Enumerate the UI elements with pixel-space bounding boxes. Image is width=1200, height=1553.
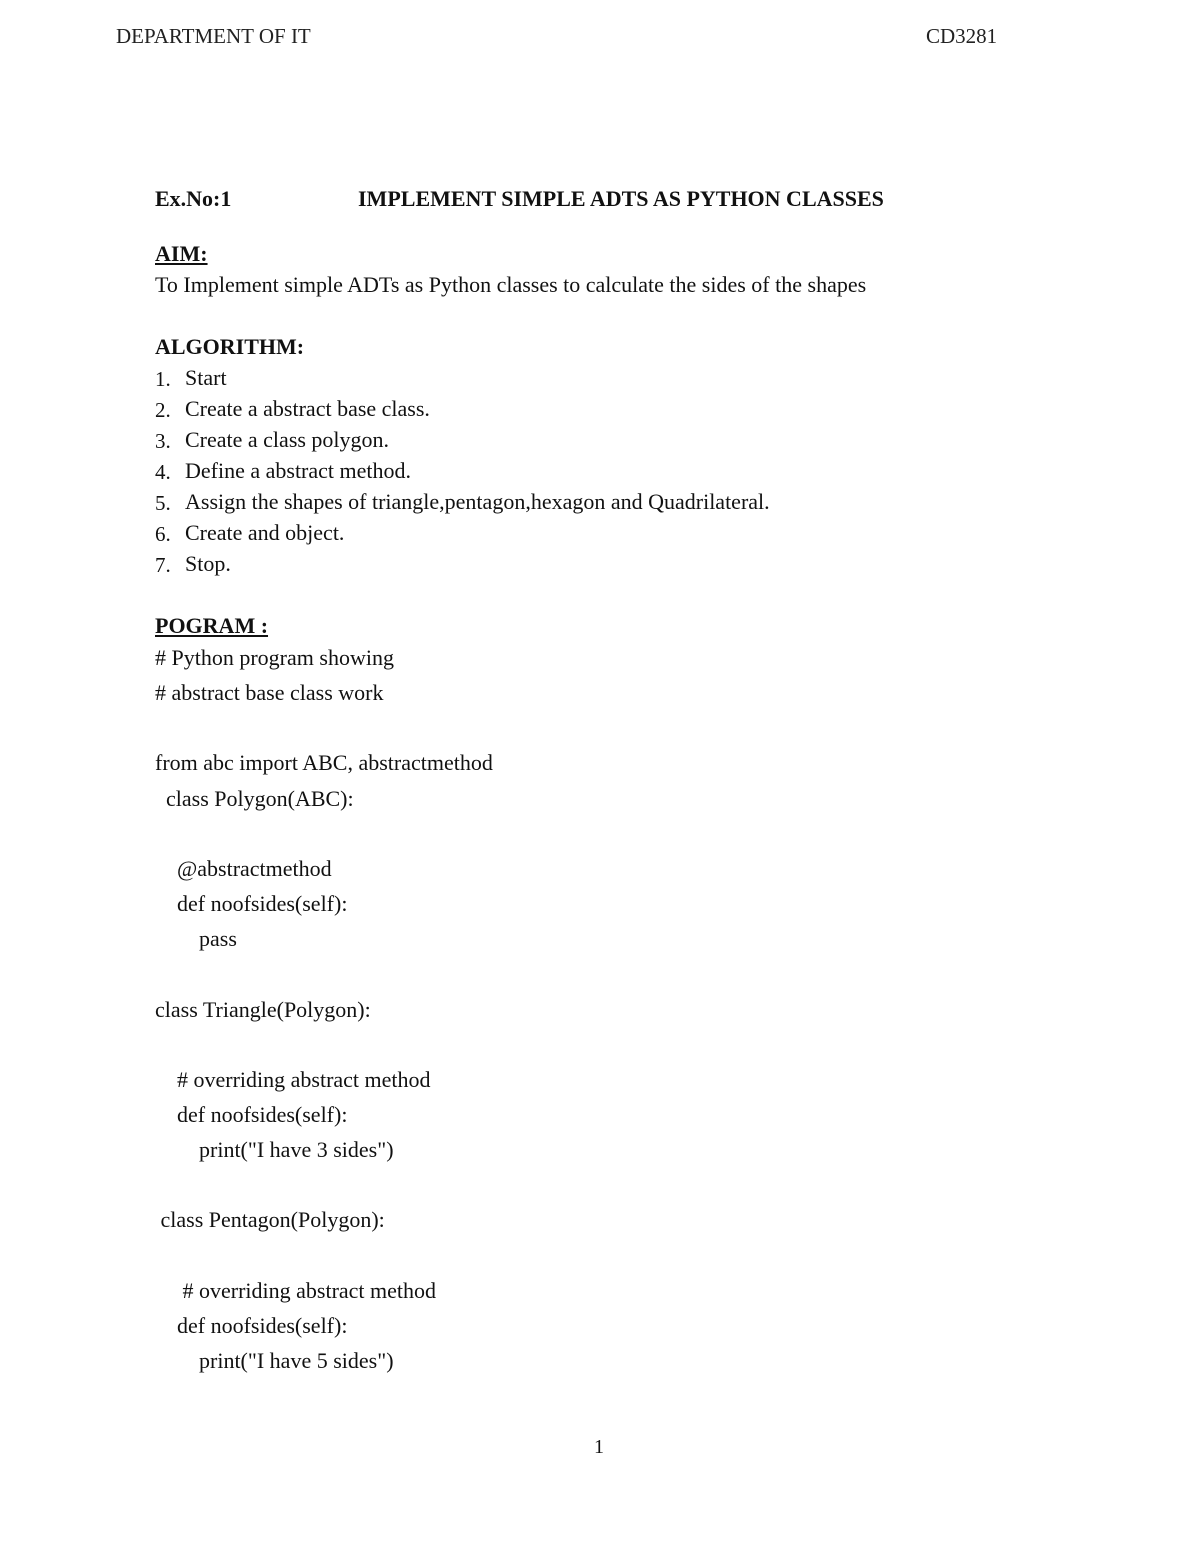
exercise-number: Ex.No:1: [155, 186, 232, 211]
header-course-code: CD3281: [926, 24, 998, 48]
code-line: @abstractmethod: [155, 856, 332, 881]
code-line: pass: [155, 926, 237, 951]
code-line: class Polygon(ABC):: [155, 786, 354, 811]
code-line: def noofsides(self):: [155, 1102, 348, 1127]
step-number: 3.: [155, 429, 171, 453]
code-line: # Python program showing: [155, 645, 394, 670]
code-line: class Triangle(Polygon):: [155, 997, 371, 1022]
step-number: 5.: [155, 491, 171, 515]
code-line: # abstract base class work: [155, 680, 384, 705]
step-number: 6.: [155, 522, 171, 546]
step-number: 1.: [155, 367, 171, 391]
exercise-title: IMPLEMENT SIMPLE ADTS AS PYTHON CLASSES: [358, 186, 884, 211]
code-line: # overriding abstract method: [155, 1067, 431, 1092]
code-line: class Pentagon(Polygon):: [155, 1207, 385, 1232]
step-text: Create and object.: [185, 520, 345, 545]
code-line: def noofsides(self):: [155, 1313, 348, 1338]
step-text: Assign the shapes of triangle,pentagon,hexagon and Quadrilateral.: [185, 489, 770, 514]
step-text: Define a abstract method.: [185, 458, 412, 483]
code-line: def noofsides(self):: [155, 891, 348, 916]
header-department: DEPARTMENT OF IT: [116, 24, 311, 48]
code-line: from abc import ABC, abstractmethod: [155, 750, 493, 775]
step-number: 4.: [155, 460, 171, 484]
code-line: print("I have 5 sides"): [155, 1348, 394, 1373]
aim-text: To Implement simple ADTs as Python classes to calculate the sides of the shapes: [155, 272, 867, 297]
page-number: 1: [594, 1436, 604, 1458]
step-number: 2.: [155, 398, 171, 422]
algorithm-heading: ALGORITHM:: [155, 334, 305, 359]
program-heading: POGRAM :: [155, 613, 269, 638]
step-number: 7.: [155, 553, 171, 577]
code-line: print("I have 3 sides"): [155, 1137, 394, 1162]
step-text: Start: [185, 365, 227, 390]
step-text: Create a class polygon.: [185, 427, 390, 452]
aim-heading: AIM:: [155, 241, 208, 266]
step-text: Stop.: [185, 551, 231, 576]
step-text: Create a abstract base class.: [185, 396, 430, 421]
code-line: # overriding abstract method: [155, 1278, 437, 1303]
